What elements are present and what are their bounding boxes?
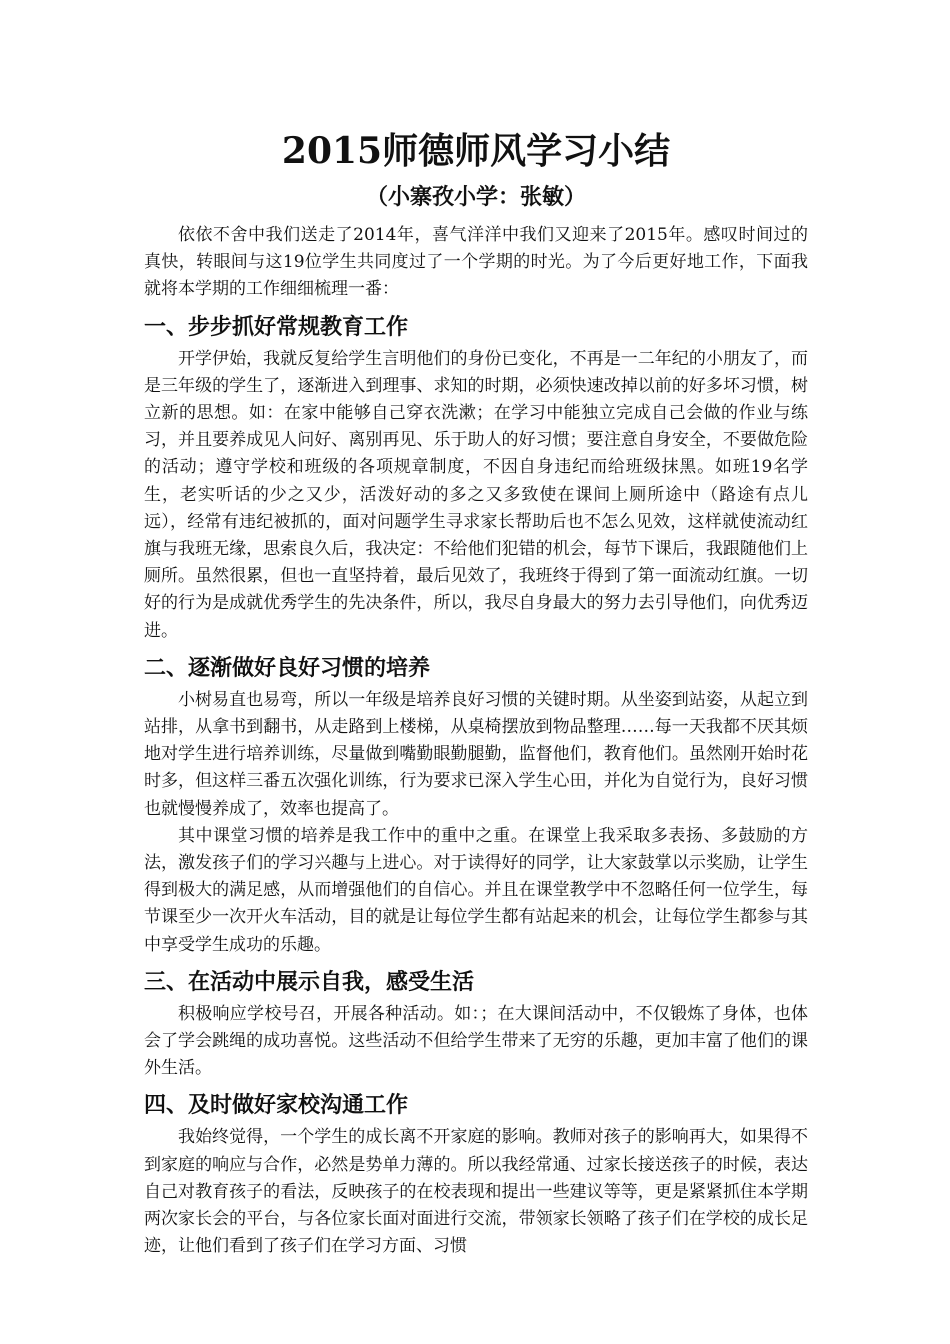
section-paragraph: 其中课堂习惯的培养是我工作中的重中之重。在课堂上我采取多表扬、多鼓励的方法，激发孩子们的学习兴趣与上进心。对于读得好的同学，让大家鼓掌以示奖励，让学生得到极大的满足感，从而增强他们的自信心。并且在课堂教学中不忽略任何一位学生，每节课至少一次开火车活动，目的就是让每位学生都有站起来的机会，让每位学生都参与其中享受学生成功的乐趣。 (144, 825, 808, 955)
section-paragraph: 积极响应学校号召，开展各种活动。如：；在大课间活动中，不仅锻炼了身体，也体会了学会跳绳的成功喜悦。这些活动不但给学生带来了无穷的乐趣，更加丰富了他们的课外生活。 (144, 1003, 808, 1079)
document-title: 2015师德师风学习小结 (281, 130, 671, 172)
section-heading: 一、步步抓好常规教育工作 (144, 313, 409, 340)
section-3 (144, 967, 808, 1083)
section-heading: 四、及时做好家校沟通工作 (144, 1092, 409, 1119)
section-4 (144, 1090, 808, 1260)
section-paragraph: 开学伊始，我就反复给学生言明他们的身份已变化，不再是一二年纪的小朋友了，而是三年级的学生了，逐渐进入到理事、求知的时期，必须快速改掉以前的好多坏习惯，树立新的思想。如：在家中能够自己穿衣洗漱；在学习中能独立完成自己会做的作业与练习，并且要养成见人问好、离别再见、乐于助人的好习惯；要注意自身安全，不要做危险的活动；遵守学校和班级的各项规章制度，不因自身违纪而给班级抹黑。如班19名学生，老实听话的少之又少，活泼好动的多之又多致使在课间上厕所途中（路途有点儿远），经常有违纪被抓的，面对问题学生寻求家长帮助后也不怎么见效，这样就使流动红旗与我班无缘，思索良久后，我决定：不给他们犯错的机会，每节下课后，我跟随他们上厕所。虽然很累，但也一直坚持着，最后见效了，我班终于得到了第一面流动红旗。一切好的行为是成就优秀学生的先决条件，所以，我尽自身最大的努力去引导他们，向优秀迈进。 (144, 348, 808, 641)
section-1 (144, 312, 808, 645)
section-heading: 三、在活动中展示自我，感受生活 (144, 968, 475, 995)
document-subtitle: （小寨孜小学：张敏） (365, 184, 586, 210)
intro-paragraph: 依依不舍中我们送走了2014年，喜气洋洋中我们又迎来了2015年。感叹时间过的真快，转眼间与这19位学生共同度过了一个学期的时光。为了今后更好地工作，下面我就将本学期的工作细细梳理一番： (144, 225, 808, 300)
section-heading: 二、逐渐做好良好习惯的培养 (144, 654, 431, 681)
section-paragraph: 小树易直也易弯，所以一年级是培养良好习惯的关键时期。从坐姿到站姿，从起立到站排，从拿书到翻书，从走路到上楼梯，从桌椅摆放到物品整理……每一天我都不厌其烦地对学生进行培养训练，尽量做到嘴勤眼勤腿勤，监督他们，教育他们。虽然刚开始时花时多，但这样三番五次强化训练，行为要求已深入学生心田，并化为自觉行为，良好习惯也就慢慢养成了，效率也提高了。 (144, 689, 808, 819)
section-paragraph: 我始终觉得，一个学生的成长离不开家庭的影响。教师对孩子的影响再大，如果得不到家庭的响应与合作，必然是势单力薄的。所以我经常通、过家长接送孩子的时候，表达自己对教育孩子的看法，反映孩子的在校表现和提出一些建议等等，更是紧紧抓住本学期两次家长会的平台，与各位家长面对面进行交流，带领家长领略了孩子们在学校的成长足迹，让他们看到了孩子们在学习方面、习惯 (144, 1127, 808, 1257)
section-2 (144, 653, 808, 959)
